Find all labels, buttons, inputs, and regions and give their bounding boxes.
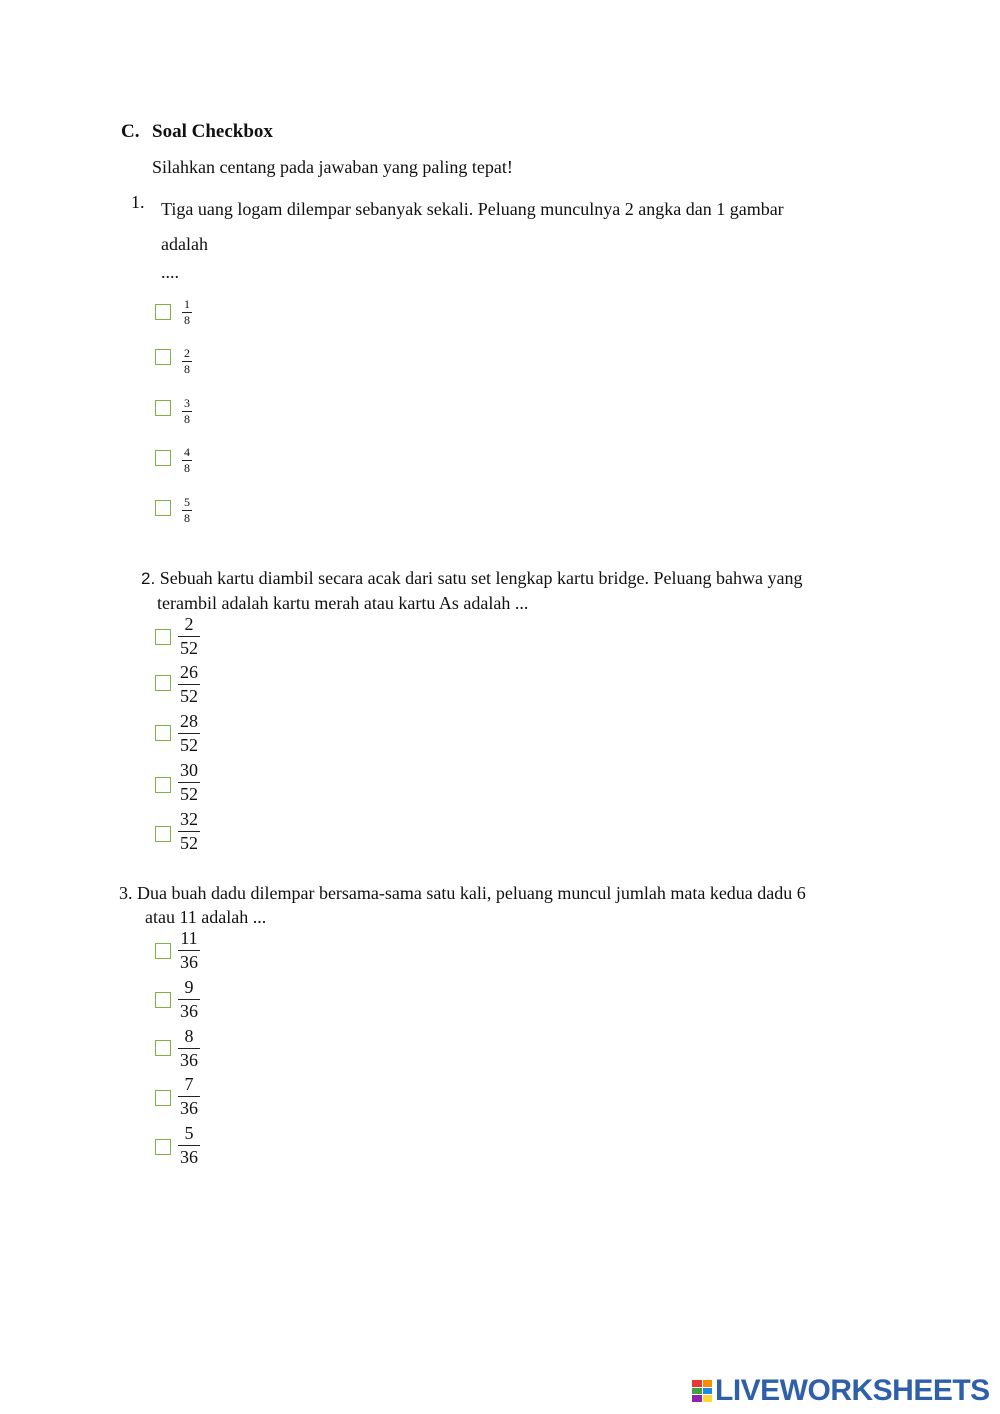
fraction-denominator: 8 <box>184 362 190 376</box>
question-2-text <box>141 566 901 615</box>
q3-option-4-fraction <box>178 1074 200 1118</box>
fraction-numerator: 7 <box>184 1074 194 1094</box>
q1-option-4-fraction <box>182 446 192 474</box>
question-1-number: 1. <box>131 192 145 212</box>
fraction-denominator: 52 <box>180 784 198 804</box>
question-1-ellipsis: .... <box>161 262 179 282</box>
q1-option-3-fraction <box>182 397 192 425</box>
q3-option-1-fraction <box>178 928 200 972</box>
fraction-numerator: 32 <box>180 809 198 829</box>
q2-option-1-checkbox[interactable] <box>155 629 171 645</box>
question-3-number: 3. <box>119 883 133 903</box>
section-letter: C. <box>121 121 140 142</box>
fraction-denominator: 36 <box>180 1001 198 1021</box>
fraction-denominator: 36 <box>180 1098 198 1118</box>
fraction-numerator: 26 <box>180 662 198 682</box>
q3-option-3-checkbox[interactable] <box>155 1040 171 1056</box>
fraction-bar <box>178 1048 200 1049</box>
question-3-line-2: atau 11 adalah ... <box>145 907 267 927</box>
q1-option-1-fraction <box>182 298 192 326</box>
fraction-bar <box>178 999 200 1000</box>
fraction-numerator: 5 <box>184 1123 194 1143</box>
fraction-denominator: 8 <box>184 511 190 525</box>
q3-option-2-checkbox[interactable] <box>155 992 171 1008</box>
q1-option-1-checkbox[interactable] <box>155 304 171 320</box>
fraction-denominator: 36 <box>180 1147 198 1167</box>
q2-option-2-fraction <box>178 662 200 706</box>
q2-option-4-checkbox[interactable] <box>155 777 171 793</box>
question-1-line-2: adalah <box>161 234 208 254</box>
liveworksheets-logo <box>692 1374 990 1408</box>
fraction-bar <box>178 684 200 685</box>
fraction-numerator: 9 <box>184 977 194 997</box>
q3-option-2-fraction <box>178 977 200 1021</box>
fraction-numerator: 11 <box>180 928 198 948</box>
fraction-numerator: 30 <box>180 760 198 780</box>
q1-option-2-checkbox[interactable] <box>155 349 171 365</box>
q1-option-4-checkbox[interactable] <box>155 450 171 466</box>
question-2-line-1 <box>141 566 901 591</box>
question-2-number: 2. <box>141 569 156 588</box>
q3-option-4-checkbox[interactable] <box>155 1090 171 1106</box>
fraction-numerator: 5 <box>184 495 190 509</box>
q2-option-4-fraction <box>178 760 200 804</box>
fraction-bar <box>178 1145 200 1146</box>
q3-option-3-fraction <box>178 1026 200 1070</box>
q2-option-5-checkbox[interactable] <box>155 826 171 842</box>
fraction-numerator: 2 <box>184 346 190 360</box>
fraction-numerator: 1 <box>184 297 190 311</box>
fraction-denominator: 8 <box>184 313 190 327</box>
section-title: Soal Checkbox <box>152 121 273 142</box>
question-3-line-1 <box>119 881 909 905</box>
question-3-text <box>119 881 909 929</box>
question-2-line-2: terambil adalah kartu merah atau kartu As adalah ... <box>157 593 529 613</box>
q3-option-5-fraction <box>178 1123 200 1167</box>
q2-option-5-fraction <box>178 809 200 853</box>
q2-option-3-fraction <box>178 711 200 755</box>
fraction-denominator: 52 <box>180 686 198 706</box>
q2-option-2-checkbox[interactable] <box>155 675 171 691</box>
fraction-numerator: 3 <box>184 396 190 410</box>
fraction-bar <box>178 636 200 637</box>
fraction-denominator: 52 <box>180 735 198 755</box>
fraction-denominator: 36 <box>180 1050 198 1070</box>
fraction-numerator: 28 <box>180 711 198 731</box>
liveworksheets-logo-icon <box>692 1380 712 1402</box>
instruction-text: Silahkan centang pada jawaban yang paling tepat! <box>152 157 513 177</box>
q1-option-5-fraction <box>182 496 192 524</box>
fraction-denominator: 8 <box>184 412 190 426</box>
fraction-denominator: 52 <box>180 833 198 853</box>
fraction-denominator: 36 <box>180 952 198 972</box>
question-1-line-1: Tiga uang logam dilempar sebanyak sekali. Peluang munculnya 2 angka dan 1 gambar <box>161 199 784 219</box>
q1-option-5-checkbox[interactable] <box>155 500 171 516</box>
q2-option-3-checkbox[interactable] <box>155 725 171 741</box>
fraction-numerator: 8 <box>184 1026 194 1046</box>
fraction-bar <box>178 831 200 832</box>
q2-option-1-fraction <box>178 614 200 658</box>
fraction-numerator: 2 <box>184 614 194 634</box>
question-1-text <box>161 192 881 262</box>
fraction-bar <box>178 782 200 783</box>
q1-option-2-fraction <box>182 347 192 375</box>
question-3-line-1-text: Dua buah dadu dilempar bersama-sama satu kali, peluang muncul jumlah mata kedua dadu 6 <box>137 883 806 903</box>
q3-option-1-checkbox[interactable] <box>155 943 171 959</box>
q1-option-3-checkbox[interactable] <box>155 400 171 416</box>
fraction-denominator: 52 <box>180 638 198 658</box>
fraction-bar <box>178 950 200 951</box>
fraction-numerator: 4 <box>184 445 190 459</box>
fraction-bar <box>178 733 200 734</box>
fraction-bar <box>178 1096 200 1097</box>
liveworksheets-logo-text: LIVEWORKSHEETS <box>715 1374 990 1407</box>
q3-option-5-checkbox[interactable] <box>155 1139 171 1155</box>
question-2-line-1-text: Sebuah kartu diambil secara acak dari satu set lengkap kartu bridge. Peluang bahwa yang <box>159 568 803 588</box>
fraction-denominator: 8 <box>184 461 190 475</box>
